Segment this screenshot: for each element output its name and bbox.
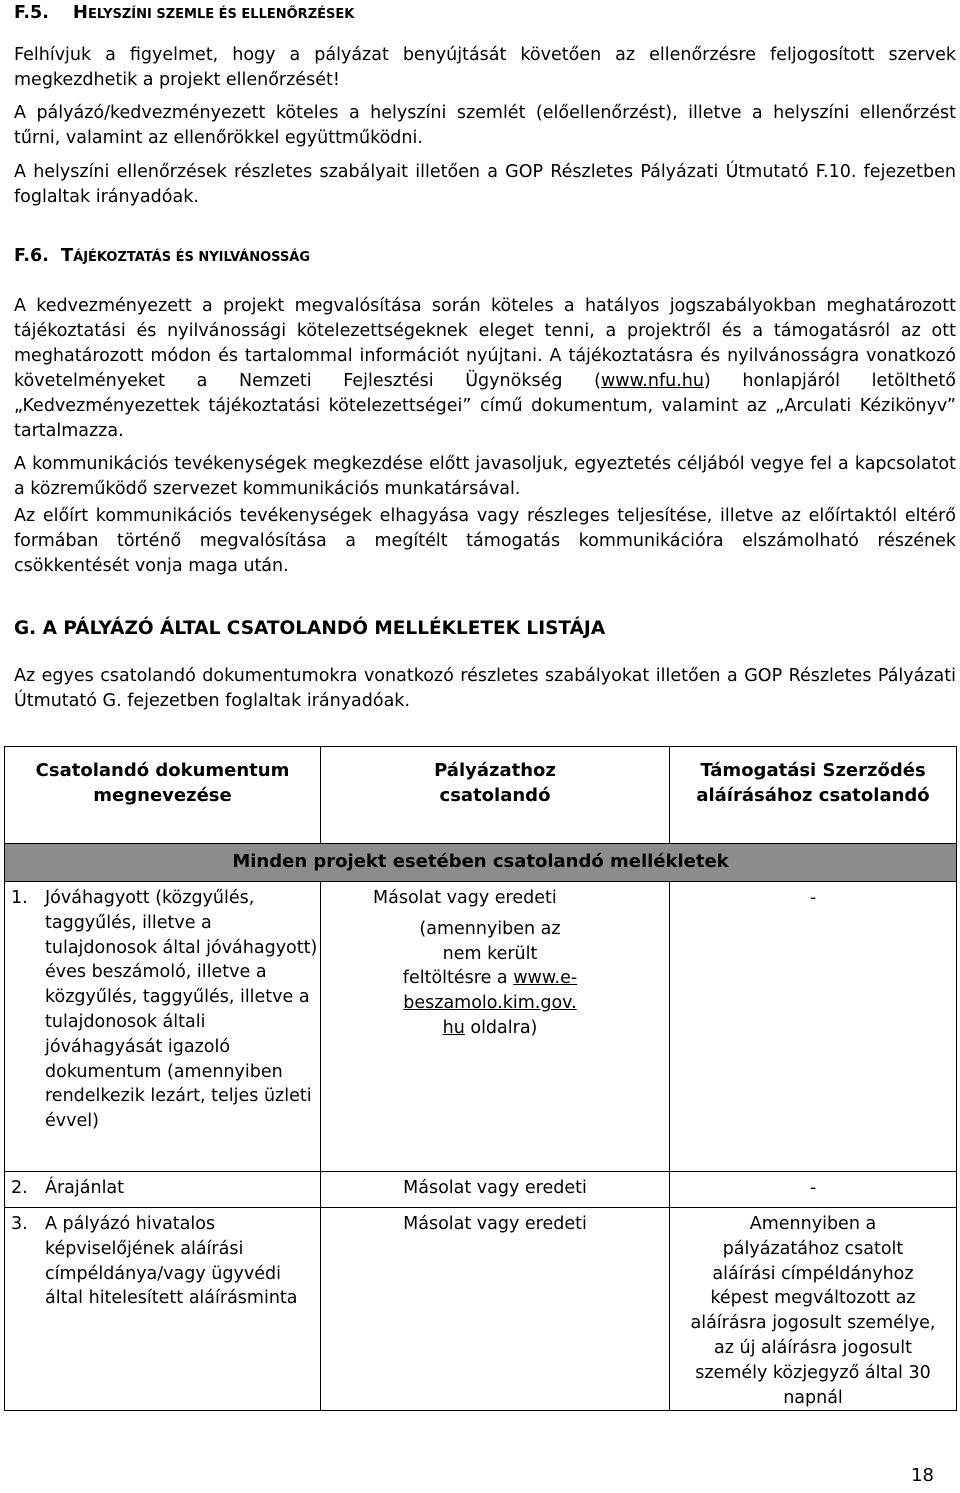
- section-f6-heading: F.6. TÁJÉKOZTATÁS ÉS NYILVÁNOSSÁG: [14, 245, 311, 266]
- column-header: Pályázathoz csatolandó: [321, 747, 670, 844]
- submit-form: Másolat vagy eredeti: [373, 888, 557, 908]
- submit-form: Másolat vagy eredeti: [321, 1208, 670, 1411]
- row-number: 1.: [11, 888, 28, 908]
- contract-value: -: [670, 1172, 957, 1208]
- e-beszamolo-link[interactable]: www.e-beszamolo.kim.gov.hu: [403, 968, 578, 1038]
- page-number: 18: [911, 1465, 934, 1486]
- row-number: 2.: [11, 1178, 28, 1198]
- paragraph: Az előírt kommunikációs tevékenységek elhagyása vagy részleges teljesítése, illetve az előírtaktól eltérő formában történő megvalósítása a megítélt támogatás kommunikációra elszámolható részének csökkentését vonja maga után.: [14, 506, 956, 576]
- table-row: [5, 1172, 957, 1208]
- paragraph: Felhívjuk a figyelmet, hogy a pályázat benyújtását követően az ellenőrzésre feljogosított szervek megkezdhetik a projekt ellenőrzését!: [14, 45, 956, 90]
- section-g-heading: G. A PÁLYÁZÓ ÁLTAL CSATOLANDÓ MELLÉKLETEK LISTÁJA: [14, 618, 606, 639]
- table-row: [5, 1208, 957, 1411]
- column-header: Támogatási Szerződés aláírásához csatolandó: [670, 747, 957, 844]
- paragraph: A helyszíni ellenőrzések részletes szabályait illetően a GOP Részletes Pályázati Útmutató F.10. fejezetben foglaltak irányadóak.: [14, 162, 956, 207]
- paragraph: Az egyes csatolandó dokumentumokra vonatkozó részletes szabályokat illetően a GOP Részletes Pályázati Útmutató G. fejezetben foglaltak irányadóak.: [14, 666, 956, 711]
- submit-note: (amennyiben az nem került feltöltésre a www.e-beszamolo.kim.gov.hu oldalra): [402, 918, 578, 1038]
- row-number: 3.: [11, 1214, 28, 1234]
- paragraph: A kommunikációs tevékenységek megkezdése előtt javasoljuk, egyeztetés céljából vegye fel a kapcsolatot a közreműködő szervezet kommunikációs munkatársával.: [14, 454, 956, 499]
- submit-form: Másolat vagy eredeti: [321, 1172, 670, 1208]
- contract-value: Amennyiben a pályázatához csatolt aláírási címpéldányhoz képest megváltozott az aláírásra jogosult személye, az új aláírásra jogosult személy közjegyző által 30 napnál: [670, 1208, 957, 1411]
- contract-value: -: [670, 882, 957, 1172]
- column-header: Csatolandó dokumentum megnevezése: [5, 747, 321, 844]
- section-f5-heading: F.5. HELYSZÍNI SZEMLE ÉS ELLENŐRZÉSEK: [14, 2, 355, 23]
- category-row: [5, 844, 957, 882]
- section-number: F.5.: [14, 3, 49, 23]
- table-header-row: [5, 747, 957, 844]
- document-name: A pályázó hivatalos képviselőjének aláírási címpéldánya/vagy ügyvédi által hitelesített aláírásminta: [45, 1214, 298, 1309]
- table-row: [5, 882, 957, 1172]
- paragraph: A kedvezményezett a projekt megvalósítása során köteles a hatályos jogszabályokban meghatározott tájékoztatási és nyilvánossági kötelezettségeknek eleget tenni, a projektről és a támogatásról az ott meghatározott módon és tartalommal információt nyújtani. A tájékoztatásra és nyilvánosságra vonatkozó követelményeket a Nemzeti Fejlesztési Ügynökség (www.nfu.hu) honlapjáról letölthető „Kedvezményezettek tájékoztatási kötelezettségei” című dokumentum, valamint az „Arculati Kézikönyv” tartalmazza.: [14, 296, 956, 441]
- paragraph: A pályázó/kedvezményezett köteles a helyszíni szemlét (előellenőrzést), illetve a helyszíni ellenőrzést tűrni, valamint az ellenőrökkel együttműködni.: [14, 103, 956, 148]
- attachments-table: [4, 746, 957, 1411]
- nfu-link[interactable]: www.nfu.hu: [600, 371, 704, 391]
- category-label: Minden projekt esetében csatolandó mellékletek: [5, 844, 957, 882]
- document-name: Árajánlat: [45, 1178, 125, 1198]
- document-name: Jóváhagyott (közgyűlés, taggyűlés, illetve a tulajdonosok által jóváhagyott) éves beszámoló, illetve a közgyűlés, taggyűlés, illetve a tulajdonosok általi jóváhagyását igazoló dokumentum (amennyiben rendelkezik lezárt, teljes üzleti évvel): [45, 888, 318, 1132]
- section-number: F.6.: [14, 246, 49, 266]
